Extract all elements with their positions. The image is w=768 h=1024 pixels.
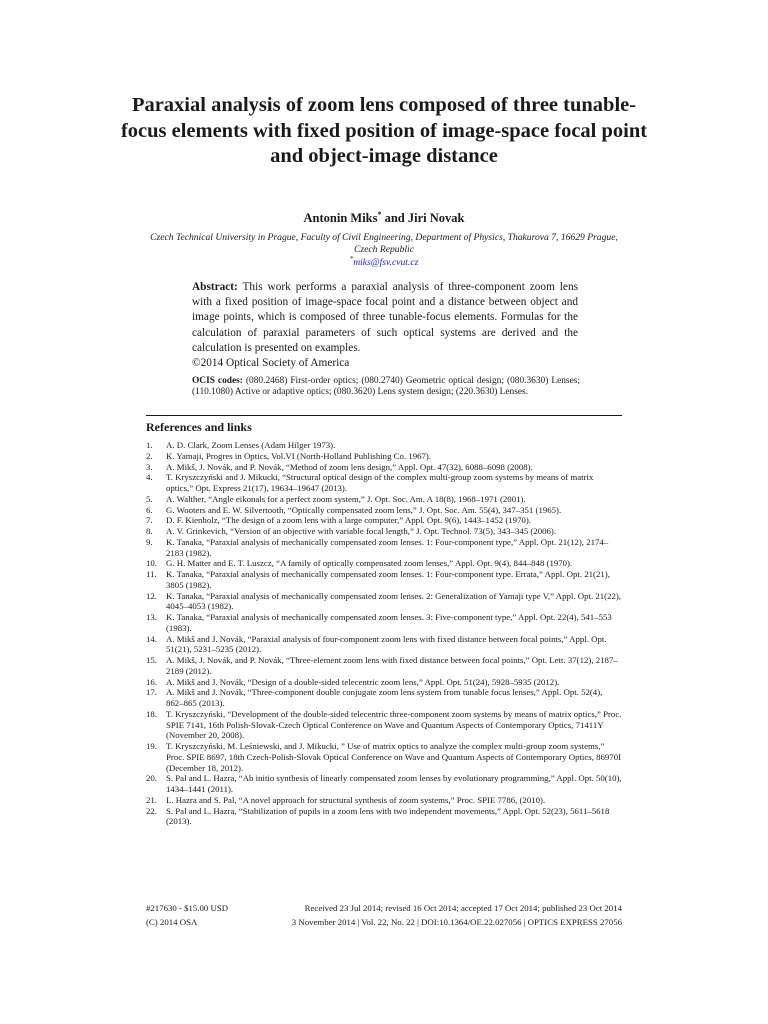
reference-text: A. Mikš, J. Novák, and P. Novák, “Method of zoom lens design,” Appl. Opt. 47(32), 6088–6098 (2008). [166, 461, 533, 472]
reference-item [146, 472, 622, 494]
reference-item [146, 515, 622, 526]
reference-text: A. Mikš and J. Novák, “Paraxial analysis of four-component zoom lens with fixed distance between focal points,” Appl. Opt. 51(21), 5231–5235 (2012). [166, 633, 607, 655]
abstract [192, 280, 578, 356]
reference-number: 5. [146, 493, 153, 504]
reference-number: 7. [146, 515, 153, 526]
reference-number: 17. [146, 687, 157, 698]
footer-citation-info [146, 917, 622, 928]
footer-copyright: (C) 2014 OSA [146, 917, 198, 927]
reference-text: A. D. Clark, Zoom Lenses (Adam Hilger 1973). [166, 440, 336, 450]
reference-number: 13. [146, 612, 157, 622]
reference-text: K. Tanaka, “Paraxial analysis of mechanically compensated zoom lenses. 2: Generalization of Yamaji type V,” Appl. Opt. 21(22), 4045–4053 (1982). [166, 590, 621, 612]
reference-text: K. Tanaka, “Paraxial analysis of mechanically compensated zoom lenses. 3: Five-component type,” Appl. Opt. 22(4), 541–553 (1983). [166, 612, 612, 633]
reference-item [146, 537, 622, 559]
reference-item [146, 451, 622, 462]
reference-item [146, 505, 622, 516]
author-email [0, 255, 768, 268]
reference-text: S. Pal and L. Hazra, “Ab initio synthesis of linearly compensated zoom lenses by evolutionary programming,” Appl. Opt. 50(10), 1434–1441 (2011). [166, 773, 622, 794]
reference-number: 19. [146, 741, 157, 751]
reference-item [146, 440, 622, 451]
reference-item [146, 612, 622, 634]
abstract-label: Abstract: [192, 281, 238, 293]
reference-text: A. Mikš, J. Novák, and P. Novák, “Three-element zoom lens with fixed distance between focal points,” Opt. Lett. 37(12), 2187–2189 (2012). [166, 655, 618, 676]
reference-text: K. Tanaka, “Paraxial analysis of mechanically compensated zoom lenses. 1: Four-component type. Errata,” Appl. Opt. 21(21), 3805 (1982). [166, 569, 610, 590]
reference-item [146, 687, 622, 709]
reference-text: K. Yamaji, Progres in Optics, Vol.VI (North-Holland Publishing Co. 1967). [166, 450, 432, 461]
reference-text: L. Hazra and S. Pal, “A novel approach for structural synthesis of zoom systems,” Proc. SPIE 7786, (2010). [166, 794, 546, 805]
reference-number: 4. [146, 472, 153, 483]
author-line [0, 210, 768, 226]
reference-item [146, 655, 622, 677]
reference-item [146, 494, 622, 505]
reference-item [146, 591, 622, 613]
reference-text: D. F. Kienholz, “The design of a zoom lens with a large computer,” Appl. Opt. 9(6), 1443–1452 (1970). [166, 515, 531, 526]
author-primary: Antonin Miks [303, 211, 378, 226]
corresponding-author-mark: * [377, 210, 382, 219]
footer-publication-info [146, 903, 622, 914]
section-divider [146, 415, 622, 416]
ocis-label: OCIS codes: [192, 376, 243, 386]
footer-dates: Received 23 Jul 2014; revised 16 Oct 2014; accepted 17 Oct 2014; published 23 Oct 2014 [304, 903, 622, 913]
reference-number: 12. [146, 590, 157, 601]
abstract-text: This work performs a paraxial analysis of three-component zoom lens with a fixed position of image-space focal point and a distance between object and image points, which is composed of three tunable-focus elements. Formulas for the calculation of paraxial parameters of such optical systems are derived and the calculation is presented on examples. [192, 281, 578, 354]
reference-text: G. Wooters and E. W. Silvertooth, “Optically compensated zoom lens,” J. Opt. Soc. Am. 55(4), 347–351 (1965). [166, 504, 562, 515]
reference-number: 18. [146, 708, 157, 719]
affiliation: Czech Technical University in Prague, Faculty of Civil Engineering, Department of Physics, Thakurova 7, 16629 Prague, Czech Republic [150, 232, 618, 255]
ocis-text: (080.2468) First-order optics; (080.2740) Geometric optical design; (080.3630) Lenses; (110.1080) Active or adaptive optics; (080.3620) Lens system design; (220.3630) Lenses. [192, 376, 580, 398]
email-mark: * [349, 255, 354, 263]
references-heading: References and links [146, 420, 252, 434]
reference-number: 14. [146, 633, 157, 644]
author-secondary: and Jiri Novak [381, 211, 465, 226]
reference-text: A. Walther, “Angle eikonals for a perfect zoom system,” J. Opt. Soc. Am. A 18(8), 1968–1971 (2001). [166, 493, 526, 504]
reference-item [146, 569, 622, 591]
paper-title: Paraxial analysis of zoom lens composed of three tunable-focus elements with fixed position of image-space focal point and object-image distance [120, 94, 648, 167]
reference-number: 9. [146, 536, 153, 547]
reference-number: 21. [146, 794, 157, 805]
reference-number: 8. [146, 526, 153, 536]
footer-citation: 3 November 2014 | Vol. 22, No. 22 | DOI:10.1364/OE.22.027056 | OPTICS EXPRESS 27056 [291, 917, 622, 927]
reference-number: 2. [146, 450, 153, 461]
reference-number: 10. [146, 558, 157, 569]
reference-number: 15. [146, 655, 157, 665]
reference-text: S. Pal and L. Hazra, “Stabilization of pupils in a zoom lens with two independent movements,” Appl. Opt. 52(23), 5611–5618 (2013). [166, 805, 610, 827]
reference-number: 6. [146, 504, 153, 515]
abstract-copyright: ©2014 Optical Society of America [192, 357, 350, 369]
ocis-codes [192, 376, 580, 399]
reference-text: A. Mikš and J. Novák, “Three-component double conjugate zoom lens system from tunable focus lenses,” Appl. Opt. 52(4), 862–865 (2013). [166, 687, 603, 708]
reference-number: 11. [146, 569, 157, 579]
reference-number: 1. [146, 440, 153, 450]
reference-text: T. Kryszczyński and J. Mikucki, “Structural optical design of the complex multi-group zoom systems by means of matrix optics,” Opt. Express 21(17), 19634–19647 (2013). [166, 472, 594, 493]
reference-item [146, 558, 622, 569]
reference-text: K. Tanaka, “Paraxial analysis of mechanically compensated zoom lenses. 1: Four-component type,” Appl. Opt. 21(12), 2174–2183 (1982). [166, 536, 609, 558]
reference-item [146, 634, 622, 656]
reference-item [146, 795, 622, 806]
reference-text: A. V. Grinkevich, “Version of an objective with variable focal length,” J. Opt. Technol. 73(5), 343–345 (2006). [166, 526, 557, 536]
reference-number: 20. [146, 773, 157, 784]
reference-text: T. Kryszczyński, M. Leśniewski, and J. Mikucki, ” Use of matrix optics to analyze the complex multi-group zoom systems,” Proc. SPIE 8697, 18th Czech-Polish-Slovak Optical Conference on Wave and Quantum Aspects of Contemporary Optics, 86970I (December 18, 2012). [166, 741, 622, 773]
reference-item [146, 741, 622, 773]
reference-number: 16. [146, 676, 157, 687]
email-link[interactable]: miks@fsv.cvut.cz [353, 257, 419, 269]
references-list [146, 440, 622, 827]
reference-text: A. Mikš and J. Novák, “Design of a double-sided telecentric zoom lens,” Appl. Opt. 51(24), 5928–5935 (2012). [166, 676, 560, 687]
reference-item [146, 709, 622, 741]
footer-price: #217630 - $15.00 USD [146, 903, 229, 913]
reference-item [146, 526, 622, 537]
reference-item [146, 806, 622, 828]
reference-text: G. H. Matter and E. T. Luszcz, “A family of optically compensated zoom lenses,” Appl. Opt. 9(4), 844–848 (1970). [166, 558, 573, 569]
reference-text: T. Kryszczyński, “Development of the double-sided telecentric three-component zoom systems by means of matrix optics,” Proc. SPIE 7141, 16th Polish-Slovak-Czech Optical Conference on Wave and Quantum Aspects of Contemporary Optics, 71411Y (November 20, 2008). [166, 708, 622, 741]
reference-item [146, 773, 622, 795]
reference-item [146, 462, 622, 473]
reference-number: 22. [146, 805, 157, 816]
reference-number: 3. [146, 461, 153, 472]
reference-item [146, 677, 622, 688]
